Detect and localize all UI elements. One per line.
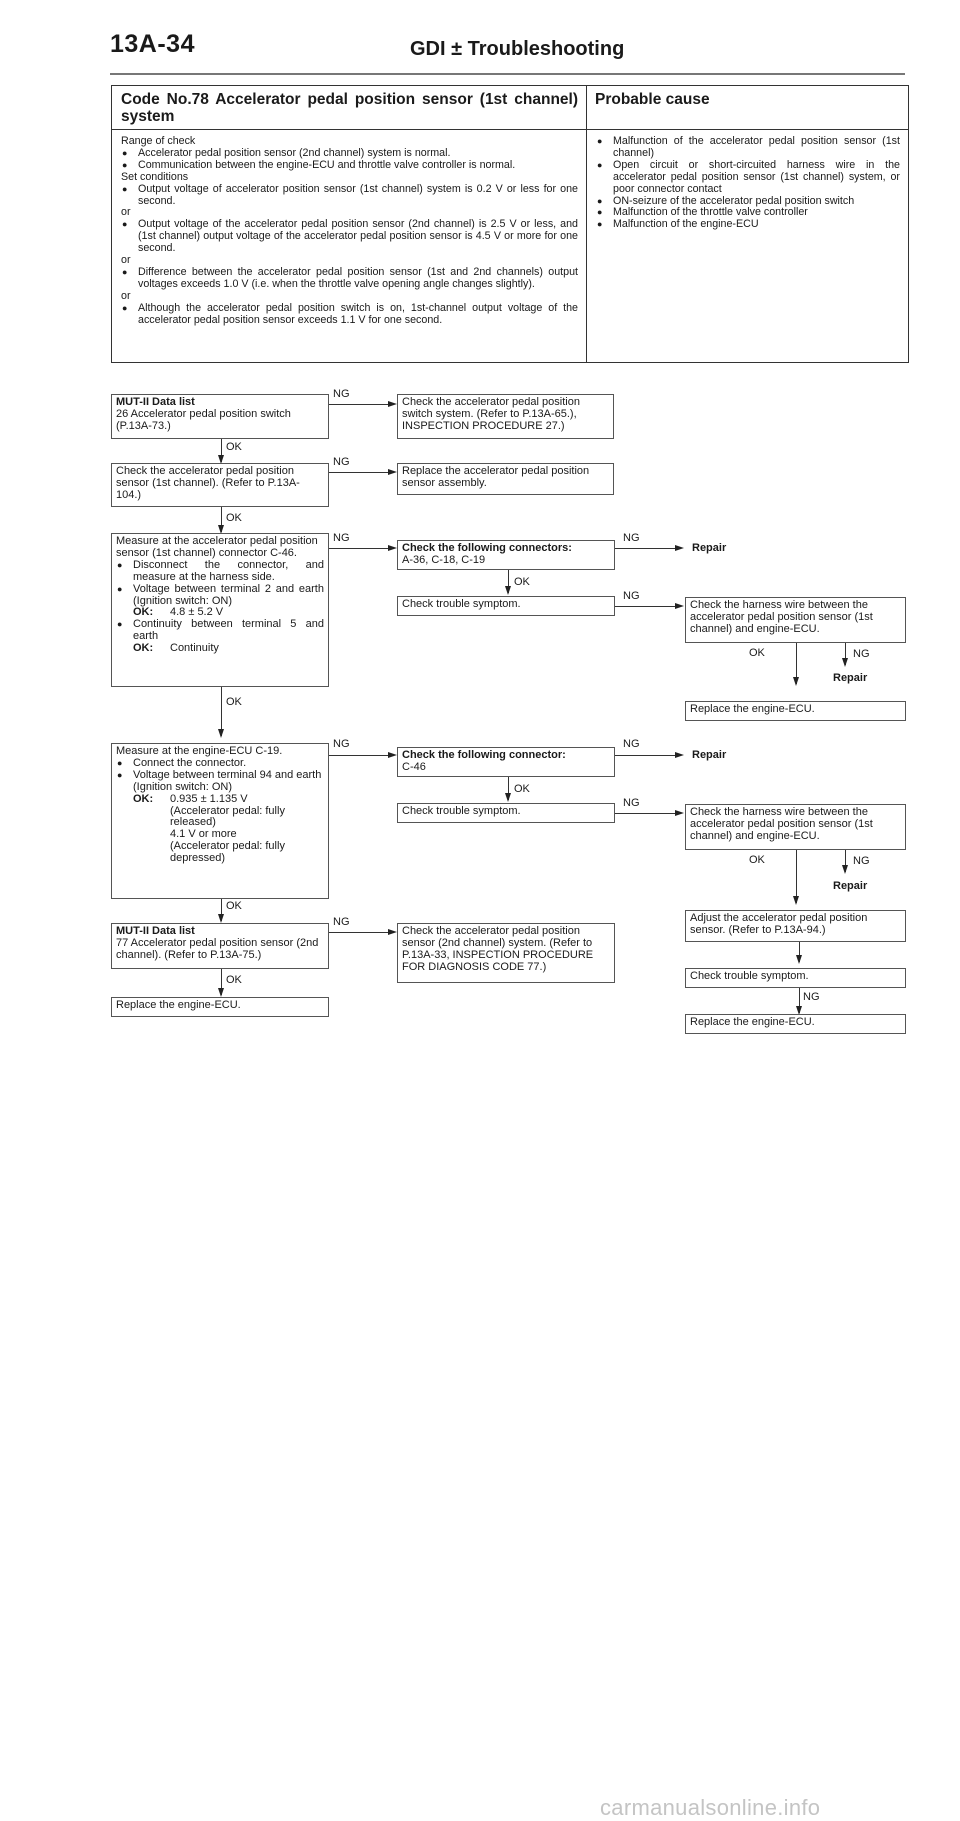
- ng-label: NG: [333, 532, 350, 544]
- ok-label: OK: [226, 512, 242, 524]
- probable-causes-cell: [587, 130, 908, 362]
- step4-ok-value: 4.1 V or more: [170, 828, 237, 841]
- replace-ecu-box: Replace the engine-ECU.: [111, 997, 329, 1017]
- flow-connector: [329, 404, 389, 405]
- ok-criterion-label: OK:: [133, 792, 154, 805]
- ng-label: NG: [333, 456, 350, 468]
- header-rule: [110, 73, 905, 75]
- step5-ng-box: Check the accelerator pedal position sensor (2nd channel) system. (Refer to P.13A-33, INSPECTION PROCEDURE FOR DIAGNOSIS CODE 77.): [397, 923, 615, 983]
- step3-item: ● Continuity between terminal 5 and earth: [116, 619, 324, 643]
- step3-item: ● Disconnect the connector, and measure at the harness side.: [116, 560, 324, 584]
- range-label: Range of check: [121, 135, 196, 147]
- arrow-down-icon: [842, 658, 848, 667]
- repair-label: Repair: [833, 880, 868, 892]
- ok-label: OK: [514, 783, 530, 795]
- step4-item: ● Connect the connector.: [116, 758, 324, 770]
- arrow-right-icon: [388, 469, 397, 475]
- step2-ng-box: Replace the accelerator pedal position sensor assembly.: [397, 463, 614, 495]
- connector-check-title: Check the following connectors:: [402, 542, 572, 554]
- ok-label: OK: [749, 647, 765, 659]
- arrow-right-icon: [675, 752, 684, 758]
- step1-box: [111, 394, 329, 439]
- step3-intro: Measure at the accelerator pedal position sensor (1st channel) connector C-46.: [116, 535, 318, 559]
- arrow-down-icon: [505, 586, 511, 595]
- arrow-down-icon: [793, 896, 799, 905]
- arrow-down-icon: [218, 914, 224, 923]
- step1-ng-box: Check the accelerator pedal position switch system. (Refer to P.13A-65.), INSPECTION PROCEDURE 27.): [397, 394, 614, 439]
- watermark: carmanualsonline.info: [600, 1795, 821, 1820]
- cause-item: ● ON-seizure of the accelerator pedal position switch: [596, 196, 900, 208]
- step3-ok-value: Continuity: [170, 642, 219, 655]
- conditions-cell: [112, 130, 587, 362]
- arrow-right-icon: [388, 929, 397, 935]
- step4-ok-value: 0.935 ± 1.135 V: [170, 792, 248, 805]
- ng-label: NG: [853, 648, 870, 660]
- ok-label: OK: [226, 900, 242, 912]
- or-label: or: [121, 289, 131, 302]
- condition-item: ● Output voltage of the accelerator pedal position sensor (2nd channel) is 2.5 V or less, and (1st channel) output voltage of the accelerator pedal position sensor is 4.5 V or more for one second.: [121, 219, 578, 255]
- ok-label: OK: [749, 854, 765, 866]
- flow-connector: [615, 755, 676, 756]
- ng-label: NG: [623, 590, 640, 602]
- replace-ecu-box: Replace the engine-ECU.: [685, 1014, 906, 1034]
- flow-connector: [615, 813, 676, 814]
- or-label: or: [121, 206, 131, 219]
- adjust-sensor-box: Adjust the accelerator pedal position sensor. (Refer to P.13A-94.): [685, 910, 906, 942]
- ng-label: NG: [853, 855, 870, 867]
- step5-body: 77 Accelerator pedal position sensor (2nd channel). (Refer to P.13A-75.): [116, 936, 319, 961]
- arrow-right-icon: [388, 401, 397, 407]
- step3-item: ● Voltage between terminal 2 and earth (Ignition switch: ON): [116, 584, 324, 608]
- repair-label: Repair: [833, 672, 868, 684]
- harness-check-box: Check the harness wire between the accelerator pedal position sensor (1st channel) and engine-ECU.: [685, 597, 906, 643]
- trouble-symptom-box: Check trouble symptom.: [397, 596, 615, 616]
- condition-item: ● Although the accelerator pedal position switch is on, 1st-channel output voltage of the accelerator pedal position sensor exceeds 1.1 V for one second.: [121, 303, 578, 327]
- cause-item: ● Open circuit or short-circuited harness wire in the accelerator pedal position sensor (1st channel) system, or poor connector contact: [596, 160, 900, 196]
- flow-connector: [615, 548, 676, 549]
- trouble-symptom-box: Check trouble symptom.: [397, 803, 615, 823]
- connector-check-body: C-46: [402, 760, 426, 773]
- flow-connector: [329, 548, 389, 549]
- range-item: ● Accelerator pedal position sensor (2nd channel) system is normal.: [121, 148, 578, 160]
- condition-item: ● Output voltage of accelerator position sensor (1st channel) system is 0.2 V or less for one second.: [121, 184, 578, 208]
- cause-item: ● Malfunction of the accelerator pedal position sensor (1st channel): [596, 136, 900, 160]
- repair-label: Repair: [692, 749, 727, 761]
- ng-label: NG: [333, 738, 350, 750]
- cause-item: ● Malfunction of the throttle valve controller: [596, 207, 900, 219]
- replace-ecu-box: Replace the engine-ECU.: [685, 701, 906, 721]
- connector-check-box: [397, 747, 615, 777]
- ok-label: OK: [514, 576, 530, 588]
- ok-label: OK: [226, 441, 242, 453]
- arrow-down-icon: [793, 677, 799, 686]
- ng-label: NG: [623, 738, 640, 750]
- step5-title: MUT-II Data list: [116, 925, 195, 937]
- step4-item: ● Voltage between terminal 94 and earth: [116, 770, 324, 782]
- connector-check-box: [397, 540, 615, 570]
- ok-label: OK: [226, 974, 242, 986]
- arrow-down-icon: [218, 988, 224, 997]
- diagnosis-table: [111, 85, 909, 363]
- ng-label: NG: [803, 991, 820, 1003]
- arrow-right-icon: [675, 545, 684, 551]
- flow-connector: [329, 755, 389, 756]
- trouble-symptom-box: Check trouble symptom.: [685, 968, 906, 988]
- ok-criterion-label: OK:: [133, 642, 154, 655]
- arrow-right-icon: [388, 545, 397, 551]
- page-number: 13A-34: [110, 30, 195, 58]
- flow-connector: [329, 472, 389, 473]
- cause-item: ● Malfunction of the engine-ECU: [596, 219, 900, 231]
- harness-check-box: Check the harness wire between the accelerator pedal position sensor (1st channel) and engine-ECU.: [685, 804, 906, 850]
- connector-check-title: Check the following connector:: [402, 749, 566, 761]
- or-label: or: [121, 254, 131, 267]
- step4-condition: (Ignition switch: ON): [133, 780, 233, 793]
- ok-label: OK: [226, 696, 242, 708]
- ng-label: NG: [623, 797, 640, 809]
- arrow-down-icon: [842, 865, 848, 874]
- arrow-down-icon: [796, 955, 802, 964]
- arrow-right-icon: [388, 752, 397, 758]
- set-conditions-label: Set conditions: [121, 170, 189, 183]
- page-title: GDI ± Troubleshooting: [410, 38, 625, 60]
- arrow-right-icon: [675, 810, 684, 816]
- arrow-down-icon: [218, 729, 224, 738]
- step1-title: MUT-II Data list: [116, 396, 195, 408]
- step5-box: [111, 923, 329, 969]
- step4-box: [111, 743, 329, 899]
- repair-label: Repair: [692, 542, 727, 554]
- ng-label: NG: [333, 916, 350, 928]
- step4-ok-note: (Accelerator pedal: fully released): [170, 804, 285, 829]
- range-item: ● Communication between the engine-ECU and throttle valve controller is normal.: [121, 160, 578, 172]
- step3-box: [111, 533, 329, 687]
- flow-connector: [615, 606, 676, 607]
- step1-body: 26 Accelerator pedal position switch (P.13A-73.): [116, 407, 291, 432]
- code-title: Code No.78 Accelerator pedal position sensor (1st channel) system: [112, 86, 587, 130]
- connector-check-body: A-36, C-18, C-19: [402, 553, 486, 566]
- flow-connector: [329, 932, 389, 933]
- ng-label: NG: [333, 388, 350, 400]
- arrow-right-icon: [675, 603, 684, 609]
- step4-ok-note: (Accelerator pedal: fully depressed): [170, 840, 285, 865]
- probable-cause-header: Probable cause: [587, 86, 908, 130]
- step3-ok-value: 4.8 ± 5.2 V: [170, 606, 224, 619]
- step2-box: Check the accelerator pedal position sensor (1st channel). (Refer to P.13A-104.): [111, 463, 329, 507]
- ng-label: NG: [623, 532, 640, 544]
- step4-intro: Measure at the engine-ECU C-19.: [116, 745, 283, 757]
- arrow-down-icon: [505, 793, 511, 802]
- ok-criterion-label: OK:: [133, 606, 154, 619]
- condition-item: ● Difference between the accelerator pedal position sensor (1st and 2nd channels) output voltages exceeds 1.0 V (i.e. when the throttle valve opening angle changes slightly).: [121, 267, 578, 291]
